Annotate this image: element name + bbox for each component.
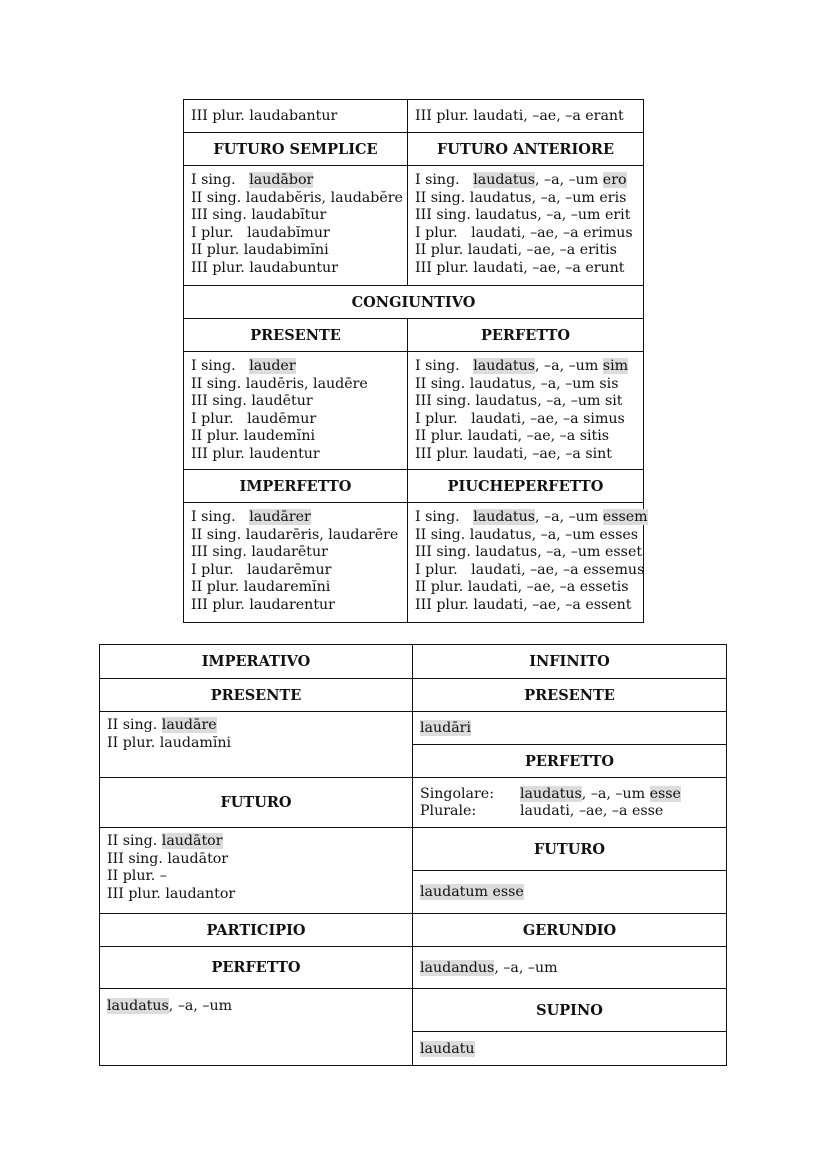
participle-stem: laudati: [471, 224, 522, 241]
person-label: I sing.: [415, 509, 469, 525]
congiuntivo-presente-line: [191, 376, 400, 394]
person-label: II plur.: [415, 242, 464, 258]
person-label: II plur.: [415, 428, 464, 444]
verb-form: laudamĭni: [159, 734, 232, 751]
person-label: I sing.: [415, 172, 469, 188]
person-label: I sing.: [191, 358, 245, 374]
auxiliary-verb: sit: [604, 393, 623, 409]
person-label: II sing.: [415, 189, 466, 206]
auxiliary-verb: essetis: [579, 579, 629, 595]
futuro-anteriore-heading: FUTURO ANTERIORE: [408, 133, 644, 166]
futuro-semplice-line: [191, 260, 400, 278]
participle-endings: , –ae, –a: [517, 428, 580, 444]
participle-stem: laudati: [471, 410, 522, 427]
futuro-semplice-line: [191, 242, 400, 260]
participle-stem: laudati: [467, 428, 518, 444]
infinito-heading: INFINITO: [413, 645, 727, 679]
person-label: II plur.: [191, 579, 240, 595]
imperativo-heading: IMPERATIVO: [100, 645, 413, 679]
verb-form: laudātor: [167, 850, 229, 867]
participle-endings: , –ae, –a: [523, 445, 586, 462]
futuro-semplice-line: [191, 207, 400, 225]
person-label: I plur.: [191, 410, 243, 427]
congiuntivo-perfetto-line: [415, 393, 636, 411]
futuro-anteriore-line: [415, 242, 636, 260]
indicativo-imperfetto-last-line: III plur. laudabantur: [184, 100, 408, 133]
person-label: III sing.: [107, 850, 163, 867]
verb-form: laudāre: [161, 717, 217, 733]
participle-stem: laudati: [473, 259, 524, 276]
participio-heading: PARTICIPIO: [100, 914, 413, 947]
auxiliary-verb: sim: [602, 358, 629, 374]
verb-form: laudarēmur: [247, 561, 332, 578]
supino-value: laudatu: [413, 1032, 727, 1066]
verb-form: laudabimĭni: [243, 242, 329, 258]
person-label: I plur.: [191, 224, 243, 241]
auxiliary-verb: essem: [602, 509, 648, 525]
congiuntivo-piucheperfetto-line: [415, 509, 648, 527]
auxiliary-verb: simus: [583, 410, 625, 427]
verb-form: lauder: [249, 358, 296, 374]
participle-endings: , –a, –um: [537, 393, 605, 409]
participle-stem: laudatus: [473, 172, 535, 188]
auxiliary-verb: sis: [599, 375, 619, 392]
auxiliary-verb: eris: [599, 189, 627, 206]
person-label: III plur.: [107, 885, 161, 902]
person-label: I sing.: [191, 509, 245, 525]
congiuntivo-presente-line: [191, 428, 400, 446]
participle-endings: , –ae, –a: [523, 259, 586, 276]
verb-form: laudabĕris, laudabĕre: [245, 189, 403, 206]
auxiliary-verb: essemus: [583, 561, 645, 578]
futuro-anteriore-line: [415, 207, 636, 225]
verb-form: laudētur: [251, 393, 313, 409]
person-label: I plur.: [415, 561, 467, 578]
person-label: II sing.: [191, 189, 242, 206]
person-label: I plur.: [191, 561, 243, 578]
imperativo-presente-heading: PRESENTE: [100, 679, 413, 712]
congiuntivo-presente-line: [191, 411, 400, 429]
congiuntivo-perfetto-line: [415, 376, 636, 394]
auxiliary-verb: esset: [604, 544, 643, 560]
verb-form: laudaremĭni: [243, 579, 331, 595]
person-label: II plur.: [415, 579, 464, 595]
person-label: III plur.: [415, 445, 469, 462]
auxiliary-verb: esses: [599, 526, 639, 543]
person-label: I plur.: [415, 224, 467, 241]
supino-heading: SUPINO: [413, 989, 727, 1032]
verb-form: laudantor: [165, 885, 236, 902]
participle-endings: , –ae, –a: [521, 410, 584, 427]
person-label: II plur.: [191, 428, 240, 444]
infinito-perfetto-heading: PERFETTO: [413, 745, 727, 778]
auxiliary-verb: ero: [602, 172, 627, 188]
person-label: III plur.: [415, 596, 469, 613]
person-label: III plur.: [191, 596, 245, 613]
congiuntivo-piucheperfetto-line: [415, 579, 636, 597]
participle-endings: , –ae, –a: [521, 224, 584, 241]
imperativo-futuro-forms: [100, 828, 413, 914]
participle-endings: , –a, –um: [537, 544, 605, 560]
congiuntivo-presente-heading: PRESENTE: [184, 319, 408, 352]
futuro-semplice-forms: [184, 166, 408, 286]
verb-form: laudēmur: [247, 410, 317, 427]
participle-stem: laudatus: [469, 375, 532, 392]
person-label: II sing.: [191, 375, 242, 392]
participle-endings: , –ae, –a: [517, 579, 580, 595]
verb-form: laudātor: [161, 833, 223, 849]
verb-form: –: [159, 868, 167, 884]
person-label: II sing.: [191, 526, 242, 543]
person-label: III sing.: [415, 207, 471, 223]
imperativo-presente-forms: [100, 712, 413, 778]
congiuntivo-imperfetto-heading: IMPERFETTO: [184, 470, 408, 503]
futuro-semplice-heading: FUTURO SEMPLICE: [184, 133, 408, 166]
person-label: II plur.: [107, 734, 156, 751]
futuro-semplice-line: [191, 172, 400, 190]
participle-stem: laudati: [520, 803, 570, 819]
participle-endings: , –a, –um: [535, 358, 603, 374]
participle-endings: , –ae, –a esse: [569, 803, 664, 819]
infinito-presente-value: laudāri: [413, 712, 727, 745]
futuro-anteriore-forms: [408, 166, 644, 286]
participle-stem: laudatus: [520, 786, 582, 802]
auxiliary-verb: erit: [604, 207, 631, 223]
congiuntivo-piucheperfetto-forms: [408, 503, 648, 623]
congiuntivo-imperfetto-line: [191, 509, 400, 527]
congiuntivo-perfetto-heading: PERFETTO: [408, 319, 644, 352]
person-label: III plur.: [191, 445, 245, 462]
participle-endings: , –a, –um: [531, 526, 600, 543]
congiuntivo-perfetto-line: [415, 411, 636, 429]
congiuntivo-imperfetto-line: [191, 562, 400, 580]
person-label: III sing.: [415, 544, 471, 560]
participle-endings: , –a, –um: [531, 375, 600, 392]
participle-endings: , –ae, –a: [523, 596, 586, 613]
auxiliary-verb: essent: [585, 596, 632, 613]
auxiliary-verb: erimus: [583, 224, 633, 241]
congiuntivo-imperfetto-line: [191, 527, 400, 545]
participio-perfetto-forms: laudatus, –a, –um: [100, 989, 413, 1066]
congiuntivo-presente-forms: [184, 352, 408, 470]
participle-endings: , –ae, –a: [517, 242, 580, 258]
congiuntivo-piucheperfetto-heading: PIUCHEPERFETTO: [408, 470, 644, 503]
congiuntivo-perfetto-forms: [408, 352, 644, 470]
participle-stem: laudati: [473, 445, 524, 462]
person-label: III sing.: [191, 207, 247, 223]
congiuntivo-piucheperfetto-line: [415, 561, 645, 580]
congiuntivo-perfetto-line: [415, 428, 636, 446]
person-label: III plur.: [415, 259, 469, 276]
congiuntivo-imperfetto-forms: [184, 503, 408, 623]
congiuntivo-imperfetto-line: [191, 579, 400, 597]
participle-stem: laudatus: [469, 189, 532, 206]
futuro-semplice-line: [191, 189, 403, 208]
futuro-anteriore-line: [415, 225, 636, 243]
participle-stem: laudati: [473, 596, 524, 613]
congiuntivo-presente-line: [191, 358, 400, 376]
infinito-perfetto-form: [520, 803, 719, 819]
infinito-perfetto-form: [520, 786, 719, 802]
participle-stem: laudatus: [475, 544, 538, 560]
gerundio-value: laudandus, –a, –um: [413, 947, 727, 989]
infinito-futuro-value: laudatum esse: [413, 871, 727, 914]
person-label: II sing.: [415, 526, 466, 543]
participle-stem: laudatus: [475, 393, 538, 409]
imperativo-infinito-table: [99, 644, 727, 1066]
auxiliary-verb: erunt: [585, 259, 625, 276]
person-label: III sing.: [415, 393, 471, 409]
auxiliary-verb: esse: [649, 786, 681, 802]
congiuntivo-perfetto-line: [415, 446, 636, 464]
verb-form: laudēris, laudēre: [245, 375, 368, 392]
participle-endings: , –a, –um: [531, 189, 600, 206]
participle-stem: laudatus: [473, 509, 535, 525]
participle-stem: laudatus: [469, 526, 532, 543]
congiuntivo-piucheperfetto-line: [415, 597, 636, 615]
participle-endings: , –a, –um: [535, 509, 603, 525]
verb-form: laudarēris, laudarēre: [245, 526, 399, 543]
person-label: I sing.: [415, 358, 469, 374]
participle-endings: , –a, –um: [537, 207, 605, 223]
verb-form: laudabuntur: [249, 259, 338, 276]
participio-perfetto-heading: PERFETTO: [100, 947, 413, 989]
person-label: III sing.: [191, 544, 247, 560]
person-label: I plur.: [415, 410, 467, 427]
person-label: II plur.: [107, 868, 156, 884]
person-label: II sing.: [415, 375, 466, 392]
person-label: II sing.: [107, 717, 158, 733]
imperativo-presente-line: [107, 735, 405, 753]
indicativo-piuccheperfetto-last-line: III plur. laudati, –ae, –a erant: [408, 100, 644, 133]
participle-stem: laudati: [467, 242, 518, 258]
number-label: Plurale:: [420, 803, 477, 819]
auxiliary-verb: sitis: [579, 428, 610, 444]
person-label: II sing.: [107, 833, 158, 849]
participle-endings: , –ae, –a: [521, 561, 584, 578]
futuro-anteriore-line: [415, 260, 636, 278]
verb-form: laudārer: [249, 509, 311, 525]
futuro-semplice-line: [191, 225, 400, 243]
person-label: II plur.: [191, 242, 240, 258]
number-label: Singolare:: [420, 786, 494, 802]
congiuntivo-conjugation-table: [183, 99, 648, 623]
congiuntivo-imperfetto-line: [191, 597, 400, 615]
imperativo-futuro-line: [107, 868, 405, 886]
verb-form: laudābor: [249, 172, 314, 188]
congiuntivo-imperfetto-line: [191, 544, 400, 562]
infinito-perfetto-forms: [413, 778, 727, 828]
futuro-anteriore-line: [415, 190, 636, 208]
verb-form: laudentur: [249, 445, 320, 462]
futuro-anteriore-line: [415, 172, 636, 190]
imperativo-futuro-line: [107, 833, 405, 851]
participle-endings: , –a, –um: [535, 172, 603, 188]
person-label: I sing.: [191, 172, 245, 188]
imperativo-futuro-line: [107, 886, 405, 904]
congiuntivo-heading: CONGIUNTIVO: [184, 286, 644, 319]
verb-form: laudabĭmur: [247, 224, 330, 241]
congiuntivo-piucheperfetto-line: [415, 544, 643, 562]
person-label: III plur.: [191, 259, 245, 276]
congiuntivo-presente-line: [191, 446, 400, 464]
person-label: III sing.: [191, 393, 247, 409]
verb-form: laudarētur: [251, 544, 328, 560]
congiuntivo-presente-line: [191, 393, 400, 411]
participle-endings: , –a, –um: [581, 786, 650, 802]
imperativo-presente-line: [107, 717, 405, 735]
gerundio-heading: GERUNDIO: [413, 914, 727, 947]
participle-stem: laudatus: [475, 207, 538, 223]
congiuntivo-perfetto-line: [415, 358, 636, 376]
participle-stem: laudati: [467, 579, 518, 595]
imperativo-futuro-line: [107, 851, 405, 869]
verb-form: laudarentur: [249, 596, 335, 613]
congiuntivo-piucheperfetto-line: [415, 526, 639, 545]
participle-stem: laudatus: [473, 358, 535, 374]
infinito-futuro-heading: FUTURO: [413, 828, 727, 871]
auxiliary-verb: sint: [585, 445, 612, 462]
verb-form: laudemĭni: [243, 428, 316, 444]
auxiliary-verb: eritis: [579, 242, 617, 258]
infinito-presente-heading: PRESENTE: [413, 679, 727, 712]
participle-stem: laudati: [471, 561, 522, 578]
verb-form: laudabĭtur: [251, 207, 327, 223]
imperativo-futuro-heading: FUTURO: [100, 778, 413, 828]
